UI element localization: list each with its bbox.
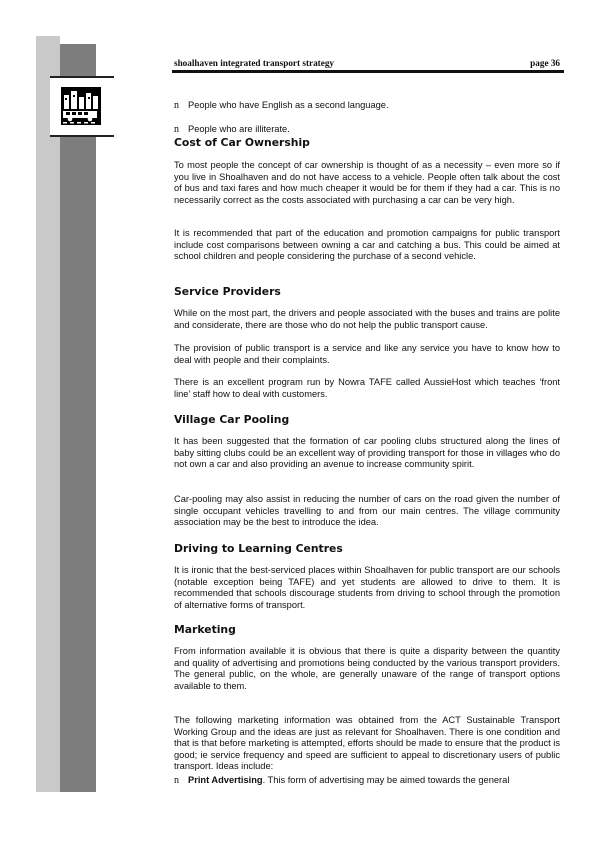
margin-bar-dark [60, 44, 96, 792]
bullet-marker: n [174, 775, 179, 786]
paragraph: While on the most part, the drivers and people associated with the buses and trains are polite and considerate, there are those who do not help the public transport cause. [174, 308, 560, 330]
section-heading: Marketing [174, 623, 236, 636]
header-rule [172, 70, 564, 73]
paragraph: From information available it is obvious that there is quite a disparity between the quantity and quality of advertising and promotions being conducted by the various transport providers. The general public, on the whole, are generally unaware of the range of transport options available to them. [174, 646, 560, 691]
list-item: n People who have English as a second language. [174, 100, 389, 111]
list-item: n People who are illiterate. [174, 124, 290, 135]
list-item: n Print Advertising. This form of advertising may be aimed towards the general [174, 775, 510, 786]
section-heading: Service Providers [174, 285, 281, 298]
section-heading: Village Car Pooling [174, 413, 290, 426]
logo [50, 76, 114, 137]
paragraph: The following marketing information was obtained from the ACT Sustainable Transport Working Group and the ideas are just as relevant for Shoalhaven. There is one condition and that is that before marketing is attempted, efforts should be made to ensure that the product is good; ie service frequency and speed are sufficient to appeal to discretionary users of public transport. Ideas include: [174, 715, 560, 771]
list-item-term: Print Advertising [188, 775, 263, 785]
margin-bar-light [36, 36, 60, 792]
page-number: page 36 [530, 58, 560, 68]
paragraph: It is ironic that the best-serviced places within Shoalhaven for public transport are our schools (notable exception being TAFE) and yet students are allowed to drive to them. It is recommended that schools discourage students from driving to school through the promotion of alternative forms of transport. [174, 565, 560, 610]
page-header [174, 58, 562, 70]
paragraph: Car-pooling may also assist in reducing the number of cars on the road given the number of single occupant vehicles travelling to and from our main centres. The village community association may be the best to introduce the idea. [174, 494, 560, 527]
bullet-marker: n [174, 100, 179, 111]
paragraph: To most people the concept of car ownership is thought of as a necessity – even more so if you live in Shoalhaven and do not have access to a vehicle. People often talk about the cost of bus and taxi fares and how much cheaper it would be for them if they had a car. This is no necessarily correct as the costs associated with purchasing a car can be very high. [174, 160, 560, 205]
section-heading: Cost of Car Ownership [174, 136, 310, 149]
paragraph: It is recommended that part of the education and promotion campaigns for public transport include cost comparisons between owning a car and catching a bus. This could be aimed at school children and people considering the purchase of a second vehicle. [174, 228, 560, 261]
section-heading: Driving to Learning Centres [174, 542, 343, 555]
bullet-marker: n [174, 124, 179, 135]
paragraph: The provision of public transport is a service and like any service you have to know how to deal with people and their complaints. [174, 343, 560, 365]
paragraph: There is an excellent program run by Nowra TAFE called AussieHost which teaches ‘front line’ staff how to deal with customers. [174, 377, 560, 399]
town-transport-logo-icon [61, 87, 101, 125]
document-title: shoalhaven integrated transport strategy [174, 58, 335, 68]
paragraph: It has been suggested that the formation of car pooling clubs structured along the lines of baby sitting clubs could be an excellent way of providing transport for those in villages who do not own a car and also providing an avenue to increase community spirit. [174, 436, 560, 469]
